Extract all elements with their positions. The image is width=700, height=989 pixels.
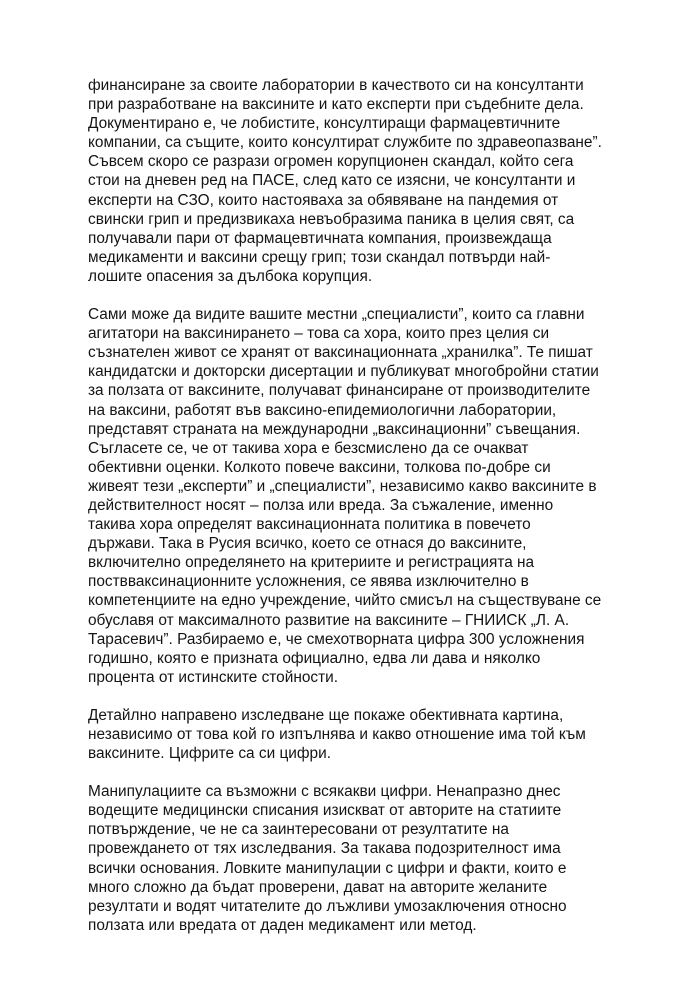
text-line: Сами може да видите вашите местни „специалисти”, които са главни <box>88 306 585 324</box>
paragraph <box>88 76 616 286</box>
text-line: свински грип и предизвикаха невъобразима паника в целия свят, са <box>88 210 575 228</box>
text-line: действителност носят – полза или вреда. За съжаление, именно <box>88 496 554 514</box>
text-line: всички основания. Ловките манипулации с цифри и факти, които е <box>88 859 567 877</box>
text-line: държави. Така в Русия всичко, което се отнася до ваксините, <box>88 535 527 553</box>
text-line: за ползата от ваксините, получават финансиране от производителите <box>88 382 591 400</box>
text-line: медикаменти и ваксини срещу грип; този скандал потвърди най- <box>88 248 551 266</box>
text-line: получавали пари от фармацевтичната компания, произвеждаща <box>88 229 552 247</box>
text-line: лошите опасения за дълбока корупция. <box>88 267 373 285</box>
text-line: поствваксинационните усложнения, се явява изключително в <box>88 573 529 591</box>
paragraph <box>88 706 616 763</box>
text-line: финансиране за своите лаборатории в качеството си на консултанти <box>88 77 584 94</box>
text-line: експерти на СЗО, които настояваха за обявяване на пандемия от <box>88 191 559 209</box>
text-line: стои на дневен ред на ПАСЕ, след като се изясни, че консултанти и <box>88 172 576 190</box>
text-line: потвърждение, че не са заинтересовани от резултатите на <box>88 821 509 839</box>
text-line: при разработване на ваксините и като експерти при съдебните дела. <box>88 96 584 114</box>
text-line: на ваксини, работят във ваксино-епидемиологични лаборатории, <box>88 401 557 419</box>
text-line: независимо от това кой го изпълнява и какво отношение има той към <box>88 726 586 743</box>
text-line: представят страната на международни „ваксинационни” съвещания. <box>88 420 581 438</box>
document-body <box>88 76 616 954</box>
text-line: много сложно да бъдат проверени, дават на авторите желаните <box>88 878 548 896</box>
text-line: Детайлно направено изследване ще покаже обективната картина, <box>88 706 564 724</box>
text-line: ползата или вредата от даден медикамент или метод. <box>88 916 477 934</box>
text-line: такива хора определят ваксинационната политика в повечето <box>88 516 531 534</box>
text-line: Съгласете се, че от такива хора е безсмислено да се очакват <box>88 439 529 457</box>
text-line: обуславя от максималното развитие на ваксините – ГНИИСК „Л. А. <box>88 611 570 629</box>
text-line: живеят тези „експерти” и „специалисти”, независимо какво ваксините в <box>88 477 597 495</box>
text-line: Съвсем скоро се разрази огромен корупционен скандал, който сега <box>88 153 574 171</box>
text-line: Манипулациите са възможни с всякакви цифри. Ненапразно днес <box>88 783 561 801</box>
text-line: водещите медицински списания изискват от авторите на статиите <box>88 802 562 820</box>
text-line: компетенциите на едно учреждение, чийто смисъл на съществуване се <box>88 592 602 610</box>
text-line: Документирано е, че лобистите, консултиращи фармацевтичните <box>88 115 561 133</box>
text-line: провеждането от тях изследвания. За такава подозрителност има <box>88 840 561 858</box>
text-line: ваксините. Цифрите са си цифри. <box>88 745 331 763</box>
text-line: съзнателен живот се хранят от ваксинационната „хранилка”. Те пишат <box>88 344 593 362</box>
text-line: агитатори на ваксинирането – това са хора, които през целия си <box>88 325 550 343</box>
text-line: компании, са същите, които консултират службите по здравеопазване”. <box>88 134 602 152</box>
paragraph <box>88 305 616 687</box>
text-line: годишно, която е призната официално, едва ли дава и няколко <box>88 649 541 667</box>
text-line: Тарасевич”. Разбираемо е, че смехотворната цифра 300 усложнения <box>88 630 585 648</box>
text-line: включително определянето на критериите и регистрацията на <box>88 554 535 572</box>
paragraph <box>88 782 616 935</box>
text-line: кандидатски и докторски дисертации и публикуват многобройни статии <box>88 363 599 381</box>
text-line: резултати и водят читателите до лъжливи умозаключения относно <box>88 897 567 915</box>
text-line: процента от истинските стойности. <box>88 668 338 686</box>
text-line: обективни оценки. Колкото повече ваксини, толкова по-добре си <box>88 458 551 476</box>
